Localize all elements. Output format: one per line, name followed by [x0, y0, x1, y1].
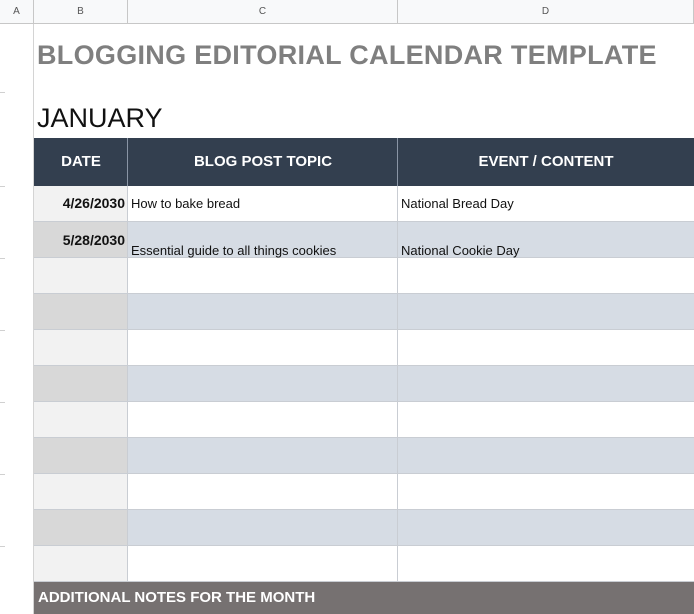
column-header-d[interactable]: D — [398, 0, 694, 24]
date-cell[interactable] — [34, 294, 128, 330]
gutter-divider — [0, 474, 5, 475]
gutter-divider — [0, 546, 5, 547]
cell-divider — [127, 402, 128, 438]
cell-divider — [127, 294, 128, 330]
gutter-divider — [0, 330, 5, 331]
event-value: National Bread Day — [401, 196, 514, 211]
header-blog-post-topic[interactable]: BLOG POST TOPIC — [193, 153, 333, 170]
topic-value: Essential guide to all things cookies — [131, 243, 337, 258]
header-divider — [397, 138, 398, 186]
cell-divider — [127, 366, 128, 402]
cell-divider — [127, 474, 128, 510]
date-cell[interactable] — [34, 366, 128, 402]
cell-divider — [127, 438, 128, 474]
table-row[interactable] — [34, 366, 694, 402]
date-cell[interactable] — [34, 474, 128, 510]
page-title[interactable]: BLOGGING EDITORIAL CALENDAR TEMPLATE — [37, 40, 657, 70]
header-divider — [127, 138, 128, 186]
gutter-divider — [0, 92, 5, 93]
date-cell[interactable] — [34, 402, 128, 438]
header-date[interactable]: DATE — [61, 153, 101, 170]
topic-value: How to bake bread — [131, 196, 241, 211]
cell-divider — [127, 546, 128, 582]
table-row[interactable] — [34, 546, 694, 582]
date-cell[interactable] — [34, 258, 128, 294]
cell-divider — [397, 510, 398, 546]
notes-label: ADDITIONAL NOTES FOR THE MONTH — [38, 589, 316, 606]
cell-divider — [397, 294, 398, 330]
column-header-a[interactable]: A — [0, 0, 34, 24]
column-header-c[interactable]: C — [128, 0, 398, 24]
gutter-divider — [0, 402, 5, 403]
cell-divider — [127, 510, 128, 546]
gutter-divider — [0, 186, 5, 187]
table-row[interactable] — [34, 510, 694, 546]
cell-divider — [397, 474, 398, 510]
cell-divider — [397, 258, 398, 294]
column-header-b[interactable]: B — [34, 0, 128, 24]
event-value: National Cookie Day — [401, 243, 520, 258]
date-cell[interactable] — [34, 438, 128, 474]
header-event-content[interactable]: EVENT / CONTENT — [478, 153, 614, 170]
cell-divider — [127, 222, 128, 258]
cell-divider — [397, 186, 398, 222]
table-row[interactable] — [34, 402, 694, 438]
table-row[interactable] — [34, 258, 694, 294]
cell-divider — [397, 330, 398, 366]
cell-divider — [127, 186, 128, 222]
column-a[interactable] — [0, 24, 34, 614]
cell-divider — [397, 438, 398, 474]
cell-divider — [397, 402, 398, 438]
gutter-divider — [0, 258, 5, 259]
cell-divider — [397, 222, 398, 258]
table-row[interactable] — [34, 330, 694, 366]
date-cell[interactable] — [34, 510, 128, 546]
date-value: 4/26/2030 — [62, 195, 125, 211]
date-cell[interactable] — [34, 330, 128, 366]
cell-divider — [127, 258, 128, 294]
date-cell[interactable] — [34, 546, 128, 582]
table-row[interactable] — [34, 294, 694, 330]
table-row[interactable] — [34, 438, 694, 474]
cell-divider — [127, 330, 128, 366]
cell-divider — [397, 366, 398, 402]
month-label[interactable]: JANUARY — [37, 103, 163, 133]
table-row[interactable] — [34, 474, 694, 510]
cell-divider — [397, 546, 398, 582]
date-value: 5/28/2030 — [62, 232, 125, 248]
